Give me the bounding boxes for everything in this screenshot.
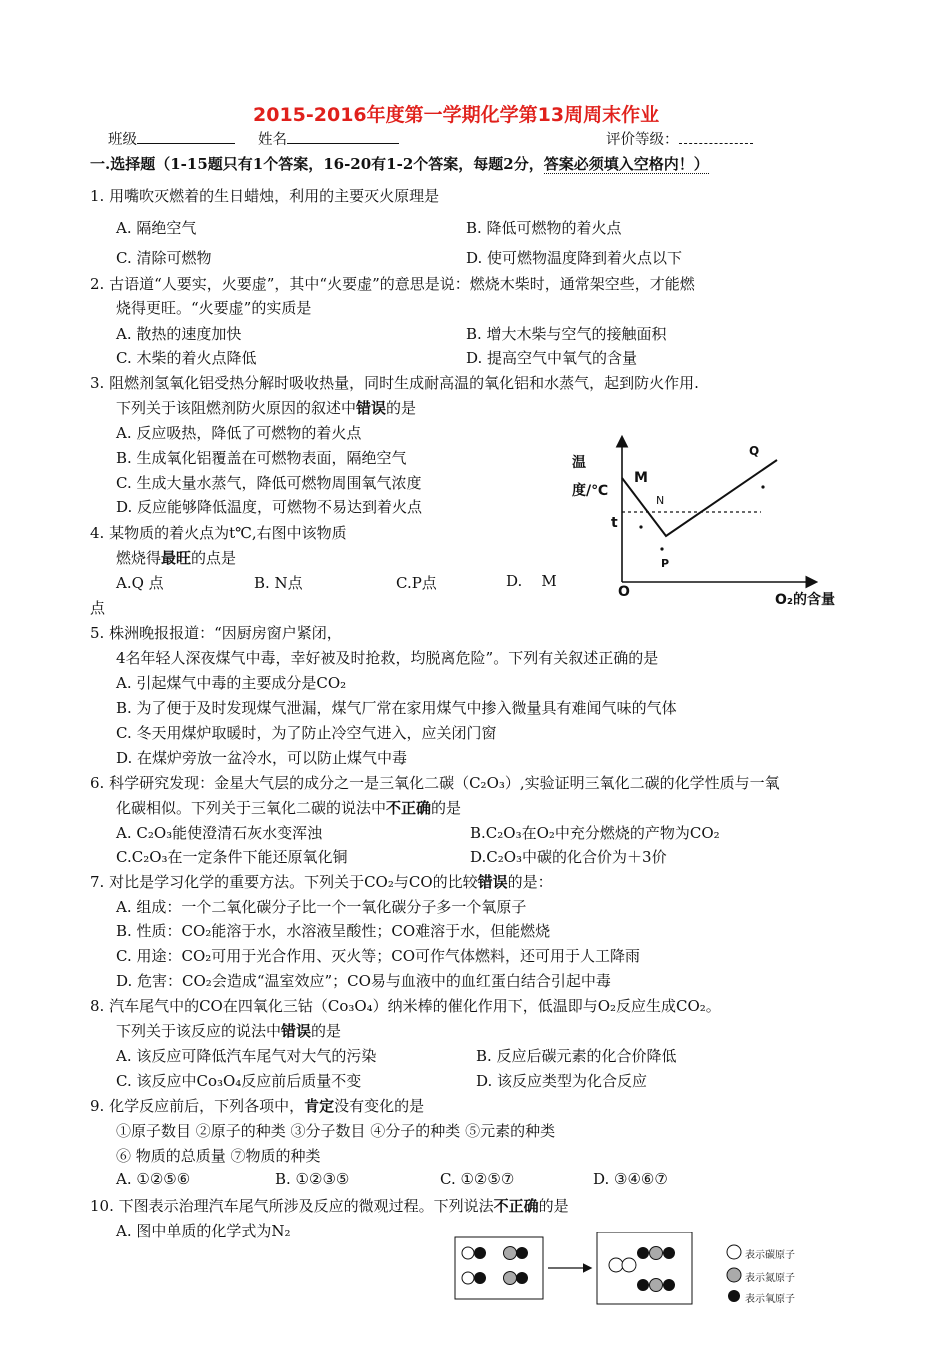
q10-emphasis: 不正确 bbox=[493, 1197, 539, 1215]
point-n-dot bbox=[639, 525, 642, 528]
product-c-atom bbox=[650, 1279, 663, 1292]
q6-emphasis: 不正确 bbox=[386, 799, 432, 817]
q7-emphasis: 错误 bbox=[477, 873, 508, 891]
q5-option-c[interactable]: C. 冬天用煤炉取暖时，为了防止冷空气进入，应关闭门窗 bbox=[116, 724, 497, 742]
legend-carbon: 表示碳原子 bbox=[745, 1250, 795, 1261]
q2-stem: 2. 古语道“人要实，火要虚”，其中“火要虚”的意思是说：燃烧木柴时，通常架空些，才能燃 bbox=[90, 275, 695, 293]
q10-stem-text: 10. 下图表示治理汽车尾气所涉及反应的微观过程。下列说法 bbox=[90, 1197, 494, 1215]
section-warning: 答案必须填入空格内！） bbox=[543, 155, 709, 173]
point-q-dot bbox=[761, 485, 764, 488]
q4-emphasis: 最旺 bbox=[161, 549, 192, 567]
q8-emphasis: 错误 bbox=[281, 1022, 312, 1040]
q8-stem-cont bbox=[116, 1020, 341, 1041]
q2-option-c[interactable]: C. 木柴的着火点降低 bbox=[116, 349, 257, 367]
reactant-n-atom bbox=[462, 1272, 474, 1284]
q2-stem-cont: 烧得更旺。“火要虚”的实质是 bbox=[116, 299, 312, 317]
q2-option-b[interactable]: B. 增大木柴与空气的接触面积 bbox=[466, 325, 667, 343]
legend-carbon-icon bbox=[727, 1245, 741, 1259]
q4-stem: 4. 某物质的着火点为t℃,右图中该物质 bbox=[90, 524, 347, 542]
section-instructions: 一.选择题（1-15题只有1个答案，16-20有1-2个答案，每题2分， bbox=[90, 155, 544, 173]
q3-option-b[interactable]: B. 生成氧化铝覆盖在可燃物表面，隔绝空气 bbox=[116, 449, 407, 467]
point-n-label: N bbox=[656, 494, 665, 507]
q6-stem-end: 的是 bbox=[431, 799, 462, 817]
q4-option-d-label: D. bbox=[506, 572, 523, 590]
q8-option-a[interactable]: A. 该反应可降低汽车尾气对大气的污染 bbox=[116, 1047, 377, 1065]
q4-option-c[interactable]: C.P点 bbox=[396, 574, 437, 592]
q9-stem-end: 没有变化的是 bbox=[334, 1097, 425, 1115]
q8-option-b[interactable]: B. 反应后碳元素的化合价降低 bbox=[476, 1047, 677, 1065]
q4-stem-end: 的点是 bbox=[191, 549, 237, 567]
q7-stem-text: 7. 对比是学习化学的重要方法。下列关于CO₂与CO的比较 bbox=[90, 873, 478, 891]
y-label-2: 度/℃ bbox=[572, 483, 609, 499]
q6-option-b[interactable]: B.C₂O₃在O₂中充分燃烧的产物为CO₂ bbox=[470, 824, 720, 842]
reactant-c-atom bbox=[504, 1272, 517, 1285]
q6-option-c[interactable]: C.C₂O₃在一定条件下能还原氧化铜 bbox=[116, 848, 348, 866]
reactant-n-atom bbox=[462, 1247, 474, 1259]
q3-stem-text: 下列关于该阻燃剂防火原因的叙述中 bbox=[116, 399, 357, 417]
q7-option-c[interactable]: C. 用途：CO₂可用于光合作用、灭火等；CO可作气体燃料，还可用于人工降雨 bbox=[116, 947, 641, 965]
q5-option-d[interactable]: D. 在煤炉旁放一盆冷水，可以防止煤气中毒 bbox=[116, 749, 408, 767]
q9-option-c[interactable]: C. ①②⑤⑦ bbox=[440, 1170, 515, 1188]
class-blank[interactable] bbox=[137, 129, 235, 144]
origin-label: O bbox=[618, 584, 630, 600]
product-o-atom bbox=[663, 1279, 675, 1291]
q2-option-a[interactable]: A. 散热的速度加快 bbox=[116, 325, 242, 343]
q1-option-c[interactable]: C. 清除可燃物 bbox=[116, 249, 212, 267]
q6-stem-cont bbox=[116, 797, 461, 818]
product-n-atom bbox=[622, 1258, 636, 1272]
x-label: O₂的含量 bbox=[775, 592, 836, 608]
class-label: 班级 bbox=[108, 132, 137, 148]
q5-option-b[interactable]: B. 为了便于及时发现煤气泄漏，煤气厂常在家用煤气中掺入微量具有难闻气味的气体 bbox=[116, 699, 677, 717]
q4-stem-text: 燃烧得 bbox=[116, 549, 162, 567]
q3-option-d[interactable]: D. 反应能够降低温度，可燃物不易达到着火点 bbox=[116, 498, 423, 516]
q1-option-d[interactable]: D. 使可燃物温度降到着火点以下 bbox=[466, 249, 683, 267]
name-field bbox=[258, 128, 399, 149]
q7-option-a[interactable]: A. 组成：一个二氧化碳分子比一个一氧化碳分子多一个氧原子 bbox=[116, 898, 527, 916]
t-label: t bbox=[611, 515, 618, 531]
q9-items-2: ⑥ 物质的总质量 ⑦物质的种类 bbox=[116, 1147, 321, 1165]
q6-stem: 6. 科学研究发现：金星大气层的成分之一是三氧化二碳（C₂O₃）,实验证明三氧化二碳的化学性质与一氧 bbox=[90, 774, 780, 792]
q1-stem: 1. 用嘴吹灭燃着的生日蜡烛，利用的主要灭火原理是 bbox=[90, 187, 440, 205]
product-o-atom bbox=[637, 1279, 649, 1291]
section-heading bbox=[90, 153, 709, 174]
q3-stem-cont bbox=[116, 397, 416, 418]
q4-option-d[interactable] bbox=[506, 572, 557, 590]
q3-option-c[interactable]: C. 生成大量水蒸气，降低可燃物周围氧气浓度 bbox=[116, 474, 422, 492]
grade-blank[interactable] bbox=[679, 129, 753, 144]
product-o-atom bbox=[663, 1247, 675, 1259]
grade-label: 评价等级： bbox=[606, 132, 679, 148]
page-title: 2015-2016年度第一学期化学第13周周末作业 bbox=[253, 104, 660, 126]
q4-stem-cont bbox=[116, 547, 236, 568]
graph-svg bbox=[565, 432, 825, 610]
q5-option-a[interactable]: A. 引起煤气中毒的主要成分是CO₂ bbox=[116, 674, 347, 692]
q9-stem bbox=[90, 1095, 424, 1116]
q4-option-b[interactable]: B. N点 bbox=[254, 574, 303, 592]
q9-option-a[interactable]: A. ①②⑤⑥ bbox=[116, 1170, 191, 1188]
q8-stem-text: 下列关于该反应的说法中 bbox=[116, 1022, 282, 1040]
reaction-diagram bbox=[452, 1232, 812, 1342]
reactant-o-atom bbox=[474, 1247, 486, 1259]
name-blank[interactable] bbox=[287, 129, 399, 144]
q10-option-a[interactable]: A. 图中单质的化学式为N₂ bbox=[116, 1222, 291, 1240]
reactant-o-atom bbox=[516, 1247, 528, 1259]
q8-option-c[interactable]: C. 该反应中Co₃O₄反应前后质量不变 bbox=[116, 1072, 362, 1090]
q6-stem-text: 化碳相似。下列关于三氧化二碳的说法中 bbox=[116, 799, 387, 817]
point-p-label: P bbox=[661, 557, 670, 570]
q6-option-d[interactable]: D.C₂O₃中碳的化合价为＋3价 bbox=[470, 848, 667, 866]
legend-nitrogen: 表示氮原子 bbox=[745, 1273, 795, 1284]
q9-items-1: ①原子数目 ②原子的种类 ③分子数目 ④分子的种类 ⑤元素的种类 bbox=[116, 1122, 556, 1140]
legend-oxygen: 表示氧原子 bbox=[745, 1294, 795, 1305]
ignition-graph bbox=[565, 432, 836, 610]
class-field bbox=[108, 128, 235, 149]
legend-nitrogen-icon bbox=[727, 1268, 741, 1282]
q10-stem-end: 的是 bbox=[538, 1197, 569, 1215]
q4-option-d-wrap: 点 bbox=[90, 599, 106, 617]
legend-oxygen-icon bbox=[728, 1290, 740, 1302]
q3-emphasis: 错误 bbox=[356, 399, 387, 417]
q5-stem-cont: 4名年轻人深夜煤气中毒，幸好被及时抢救，均脱离危险”。下列有关叙述正确的是 bbox=[116, 649, 659, 667]
product-n-atom bbox=[609, 1258, 623, 1272]
q4-option-a[interactable]: A.Q 点 bbox=[116, 574, 164, 592]
reactant-box bbox=[455, 1237, 543, 1299]
q8-option-d[interactable]: D. 该反应类型为化合反应 bbox=[476, 1072, 648, 1090]
q6-option-a[interactable]: A. C₂O₃能使澄清石灰水变浑浊 bbox=[116, 824, 323, 842]
q8-stem-end: 的是 bbox=[311, 1022, 342, 1040]
q3-stem-end: 的是 bbox=[386, 399, 417, 417]
q7-stem bbox=[90, 871, 553, 892]
reactant-o-atom bbox=[516, 1272, 528, 1284]
name-label: 姓名 bbox=[258, 132, 287, 148]
q7-stem-end: 的是： bbox=[507, 873, 553, 891]
q1-option-a[interactable]: A. 隔绝空气 bbox=[116, 219, 197, 237]
q9-option-b[interactable]: B. ①②③⑤ bbox=[275, 1170, 350, 1188]
q9-option-d[interactable]: D. ③④⑥⑦ bbox=[593, 1170, 668, 1188]
q7-option-d[interactable]: D. 危害：CO₂会造成“温室效应”；CO易与血液中的血红蛋白结合引起中毒 bbox=[116, 972, 611, 990]
q8-stem: 8. 汽车尾气中的CO在四氧化三钴（Co₃O₄）纳米棒的催化作用下，低温即与O₂反应生成CO₂。 bbox=[90, 997, 721, 1015]
point-q-label: Q bbox=[749, 444, 760, 458]
reactant-o-atom bbox=[474, 1272, 486, 1284]
q10-stem bbox=[90, 1195, 569, 1216]
q5-stem: 5. 株洲晚报报道：“因厨房窗户紧闭， bbox=[90, 624, 342, 642]
point-m-label: M bbox=[634, 470, 648, 486]
reactant-c-atom bbox=[504, 1247, 517, 1260]
grade-field bbox=[606, 128, 753, 149]
q7-option-b[interactable]: B. 性质：CO₂能溶于水，水溶液呈酸性；CO难溶于水，但能燃烧 bbox=[116, 922, 551, 940]
y-label-1: 温 bbox=[572, 455, 586, 471]
product-o-atom bbox=[637, 1247, 649, 1259]
q3-option-a[interactable]: A. 反应吸热，降低了可燃物的着火点 bbox=[116, 424, 362, 442]
product-c-atom bbox=[650, 1247, 663, 1260]
q2-option-d[interactable]: D. 提高空气中氧气的含量 bbox=[466, 349, 638, 367]
q1-option-b[interactable]: B. 降低可燃物的着火点 bbox=[466, 219, 622, 237]
q3-stem: 3. 阻燃剂氢氧化铝受热分解时吸收热量，同时生成耐高温的氧化铝和水蒸气，起到防火作用. bbox=[90, 374, 699, 392]
point-p-dot bbox=[660, 547, 663, 550]
q4-option-d-point: M bbox=[541, 572, 557, 590]
q9-emphasis: 肯定 bbox=[304, 1097, 335, 1115]
q9-stem-text: 9. 化学反应前后，下列各项中， bbox=[90, 1097, 305, 1115]
